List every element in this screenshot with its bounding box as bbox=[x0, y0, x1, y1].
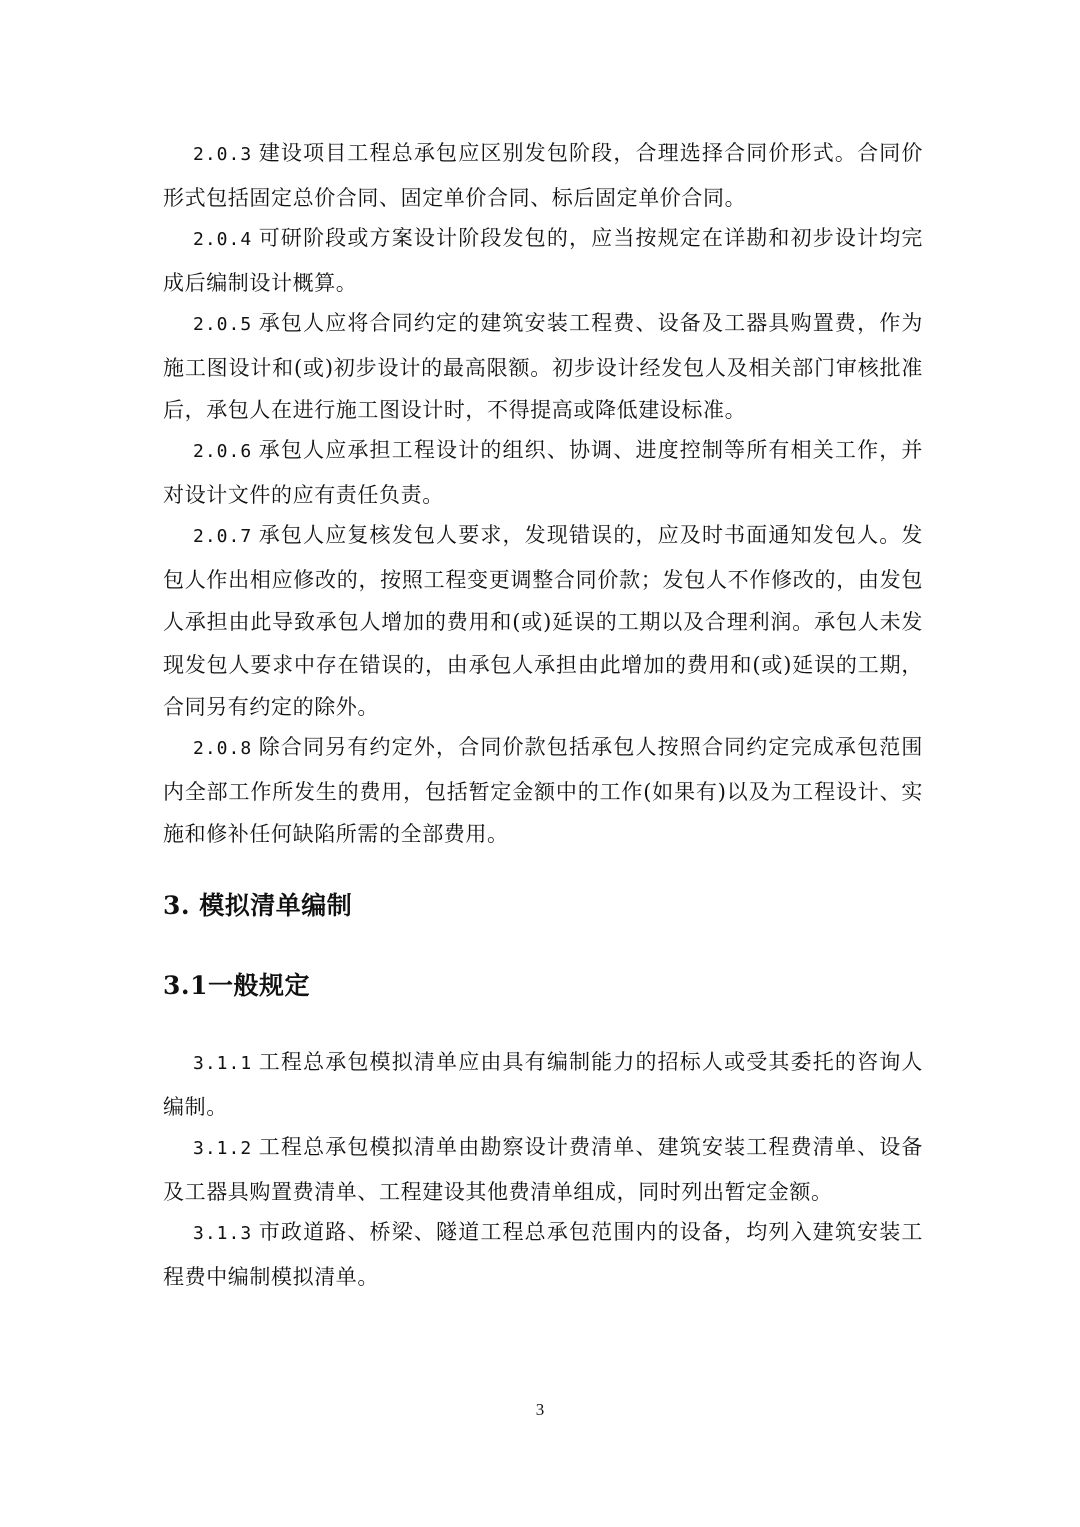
clause-text: 可研阶段或方案设计阶段发包的，应当按规定在详勘和初步设计均完成后编制设计概算。 bbox=[163, 226, 923, 295]
clause-number: 3.1.1 bbox=[193, 1053, 253, 1074]
clause-number: 3.1.2 bbox=[193, 1138, 253, 1159]
clause-text: 承包人应复核发包人要求，发现错误的，应及时书面通知发包人。发包人作出相应修改的，按照工程变更调整合同价款；发包人不作修改的，由发包人承担由此导致承包人增加的费用和(或)延误的工期以及合理利润。承包人未发现发包人要求中存在错误的，由承包人承担由此增加的费用和(或)延误的工期，合同另有约定的除外。 bbox=[163, 523, 923, 719]
subsection-heading: 3.1一般规定 bbox=[163, 971, 310, 1000]
clause-text: 工程总承包模拟清单由勘察设计费清单、建筑安装工程费清单、设备及工器具购置费清单、工程建设其他费清单组成，同时列出暂定金额。 bbox=[163, 1135, 923, 1204]
clause-text: 承包人应将合同约定的建筑安装工程费、设备及工器具购置费，作为施工图设计和(或)初步设计的最高限额。初步设计经发包人及相关部门审核批准后，承包人在进行施工图设计时，不得提高或降低建设标准。 bbox=[163, 311, 923, 422]
clause-2-0-4 bbox=[163, 217, 923, 304]
clause-2-0-8 bbox=[163, 726, 923, 856]
clause-number: 2.0.8 bbox=[193, 738, 253, 759]
clause-3-1-2 bbox=[163, 1126, 923, 1213]
clause-number: 2.0.4 bbox=[193, 229, 253, 250]
clause-text: 承包人应承担工程设计的组织、协调、进度控制等所有相关工作，并对设计文件的应有责任负责。 bbox=[163, 438, 923, 507]
clause-3-1-3 bbox=[163, 1211, 923, 1298]
clause-number: 2.0.5 bbox=[193, 314, 253, 335]
clause-text: 除合同另有约定外，合同价款包括承包人按照合同约定完成承包范围内全部工作所发生的费用，包括暂定金额中的工作(如果有)以及为工程设计、实施和修补任何缺陷所需的全部费用。 bbox=[163, 735, 923, 846]
clause-2-0-5 bbox=[163, 302, 923, 432]
clause-number: 2.0.3 bbox=[193, 144, 253, 165]
page-number: 3 bbox=[535, 1400, 545, 1419]
clause-text: 建设项目工程总承包应区别发包阶段，合理选择合同价形式。合同价形式包括固定总价合同、固定单价合同、标后固定单价合同。 bbox=[163, 141, 923, 210]
clause-2-0-6 bbox=[163, 429, 923, 516]
clause-3-1-1 bbox=[163, 1041, 923, 1128]
clause-text: 工程总承包模拟清单应由具有编制能力的招标人或受其委托的咨询人编制。 bbox=[163, 1050, 923, 1119]
clause-number: 3.1.3 bbox=[193, 1223, 253, 1244]
clause-2-0-3 bbox=[163, 132, 923, 219]
clause-2-0-7 bbox=[163, 514, 923, 729]
clause-text: 市政道路、桥梁、隧道工程总承包范围内的设备，均列入建筑安装工程费中编制模拟清单。 bbox=[163, 1220, 923, 1289]
clause-number: 2.0.6 bbox=[193, 441, 253, 462]
clause-number: 2.0.7 bbox=[193, 526, 253, 547]
section-heading: 3. 模拟清单编制 bbox=[163, 891, 353, 920]
